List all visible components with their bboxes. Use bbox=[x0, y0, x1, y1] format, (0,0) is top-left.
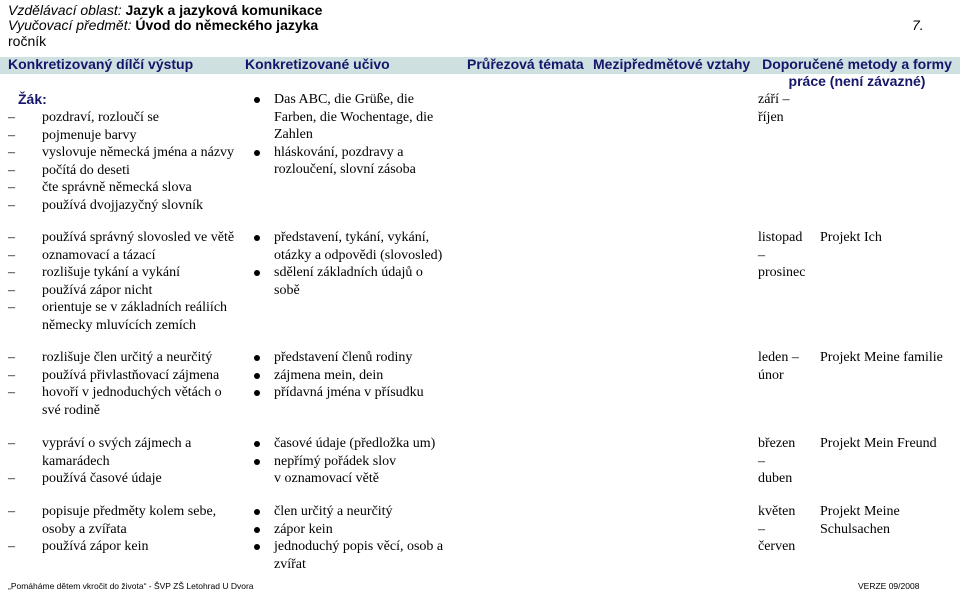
outputs-cell bbox=[8, 435, 240, 488]
method-cell: Projekt Meine Schulsachen bbox=[820, 504, 900, 537]
content-item: Zahlen bbox=[274, 127, 313, 143]
content-item: Farben, die Wochentage, die bbox=[274, 109, 434, 125]
content-item: zápor kein bbox=[248, 521, 458, 539]
outputs-list bbox=[8, 229, 240, 335]
output-item: – orientuje se v základních reáliích bbox=[8, 299, 240, 317]
content-item: otázky a odpovědi (slovosled) bbox=[274, 247, 443, 263]
subject-label: Vyučovací předmět: bbox=[8, 17, 132, 33]
footer-right: VERZE 09/2008 bbox=[858, 581, 920, 591]
student-label: Žák: bbox=[18, 91, 47, 107]
grade-label: ročník bbox=[8, 33, 47, 49]
content-item: Das ABC, die Grüße, die bbox=[248, 91, 458, 109]
output-item: – používá zápor kein bbox=[8, 538, 240, 556]
method-cell: Projekt Meine familie bbox=[820, 350, 943, 365]
output-item: – používá přivlastňovací zájmena bbox=[8, 367, 240, 385]
method-cell: Projekt Ich bbox=[820, 230, 882, 245]
content-item: člen určitý a neurčitý bbox=[248, 503, 458, 521]
output-item: – vyslovuje německá jména a názvy bbox=[8, 144, 240, 162]
subject-line bbox=[8, 17, 948, 34]
content-cell bbox=[248, 229, 458, 299]
output-item: – popisuje předměty kolem sebe, bbox=[8, 503, 240, 521]
time-cell: leden – únor bbox=[758, 350, 799, 383]
grade-number: 7. bbox=[912, 17, 924, 33]
content-item: hláskování, pozdravy a bbox=[248, 144, 458, 162]
content-list bbox=[248, 349, 458, 402]
outputs-list bbox=[8, 435, 240, 488]
output-item: – čte správně německá slova bbox=[8, 179, 240, 197]
content-item: časové údaje (předložka um) bbox=[248, 435, 458, 453]
col-header-crosscutting: Průřezová témata bbox=[467, 56, 584, 72]
area-label: Vzdělávací oblast: bbox=[8, 2, 122, 18]
output-item: – počítá do deseti bbox=[8, 162, 240, 180]
content-item: jednoduchý popis věcí, osob a bbox=[248, 538, 458, 556]
table-header bbox=[0, 56, 960, 90]
method-cell: Projekt Mein Freund bbox=[820, 436, 937, 451]
time-cell: listopad – prosinec bbox=[758, 230, 806, 281]
area-value: Jazyk a jazyková komunikace bbox=[125, 2, 323, 18]
output-item: – používá správný slovosled ve větě bbox=[8, 229, 240, 247]
content-item: přídavná jména v přísudku bbox=[248, 384, 458, 402]
col-header-interdisciplinary: Mezipředmětové vztahy bbox=[593, 56, 751, 72]
col-header-outputs: Konkretizovaný dílčí výstup bbox=[8, 56, 194, 72]
footer-left: „Pomáháme dětem vkročit do života“ - ŠVP ZŠ Letohrad U Dvora bbox=[8, 581, 254, 591]
time-cell: září – říjen bbox=[758, 92, 790, 125]
content-item: zájmena mein, dein bbox=[248, 367, 458, 385]
content-cell bbox=[248, 91, 458, 179]
content-item: sobě bbox=[274, 282, 300, 298]
output-item: – rozlišuje tykání a vykání bbox=[8, 264, 240, 282]
content-item: sdělení základních údajů o bbox=[248, 264, 458, 282]
content-item: rozloučení, slovní zásoba bbox=[274, 162, 416, 178]
content-cell bbox=[248, 435, 458, 488]
outputs-cell bbox=[8, 229, 240, 335]
output-item: své rodině bbox=[42, 402, 100, 418]
time-cell: květen – červen bbox=[758, 504, 796, 555]
outputs-cell bbox=[8, 349, 240, 419]
content-item: představení členů rodiny bbox=[248, 349, 458, 367]
outputs-list bbox=[8, 109, 240, 215]
content-list bbox=[248, 91, 458, 179]
output-item: – používá časové údaje bbox=[8, 470, 240, 488]
outputs-cell bbox=[8, 503, 240, 556]
content-item: nepřímý pořádek slov bbox=[248, 453, 458, 471]
col-header-content: Konkretizované učivo bbox=[245, 56, 390, 72]
outputs-cell bbox=[8, 109, 240, 215]
output-item: – používá zápor nicht bbox=[8, 282, 240, 300]
output-item: – oznamovací a tázací bbox=[8, 247, 240, 265]
output-item: – hovoří v jednoduchých větách o bbox=[8, 384, 240, 402]
content-list bbox=[248, 229, 458, 299]
content-cell bbox=[248, 503, 458, 573]
time-cell: březen – duben bbox=[758, 436, 796, 487]
content-list bbox=[248, 435, 458, 488]
output-item: osoby a zvířata bbox=[42, 521, 127, 537]
subject-value: Úvod do německého jazyka bbox=[135, 17, 319, 33]
output-item: – používá dvojjazyčný slovník bbox=[8, 197, 240, 215]
outputs-list bbox=[8, 503, 240, 556]
output-item: – pojmenuje barvy bbox=[8, 127, 240, 145]
content-cell bbox=[248, 349, 458, 402]
outputs-list bbox=[8, 349, 240, 419]
output-item: německy mluvících zemích bbox=[42, 317, 196, 333]
content-item: představení, tykání, vykání, bbox=[248, 229, 458, 247]
output-item: – pozdraví, rozloučí se bbox=[8, 109, 240, 127]
content-list bbox=[248, 503, 458, 573]
content-item: v oznamovací větě bbox=[274, 471, 379, 487]
output-item: – vypráví o svých zájmech a bbox=[8, 435, 240, 453]
col-header-methods: Doporučené metody a formy práce (není závazné) bbox=[762, 56, 952, 89]
output-item: kamarádech bbox=[42, 453, 110, 469]
content-item: zvířat bbox=[274, 556, 306, 572]
output-item: – rozlišuje člen určitý a neurčitý bbox=[8, 349, 240, 367]
